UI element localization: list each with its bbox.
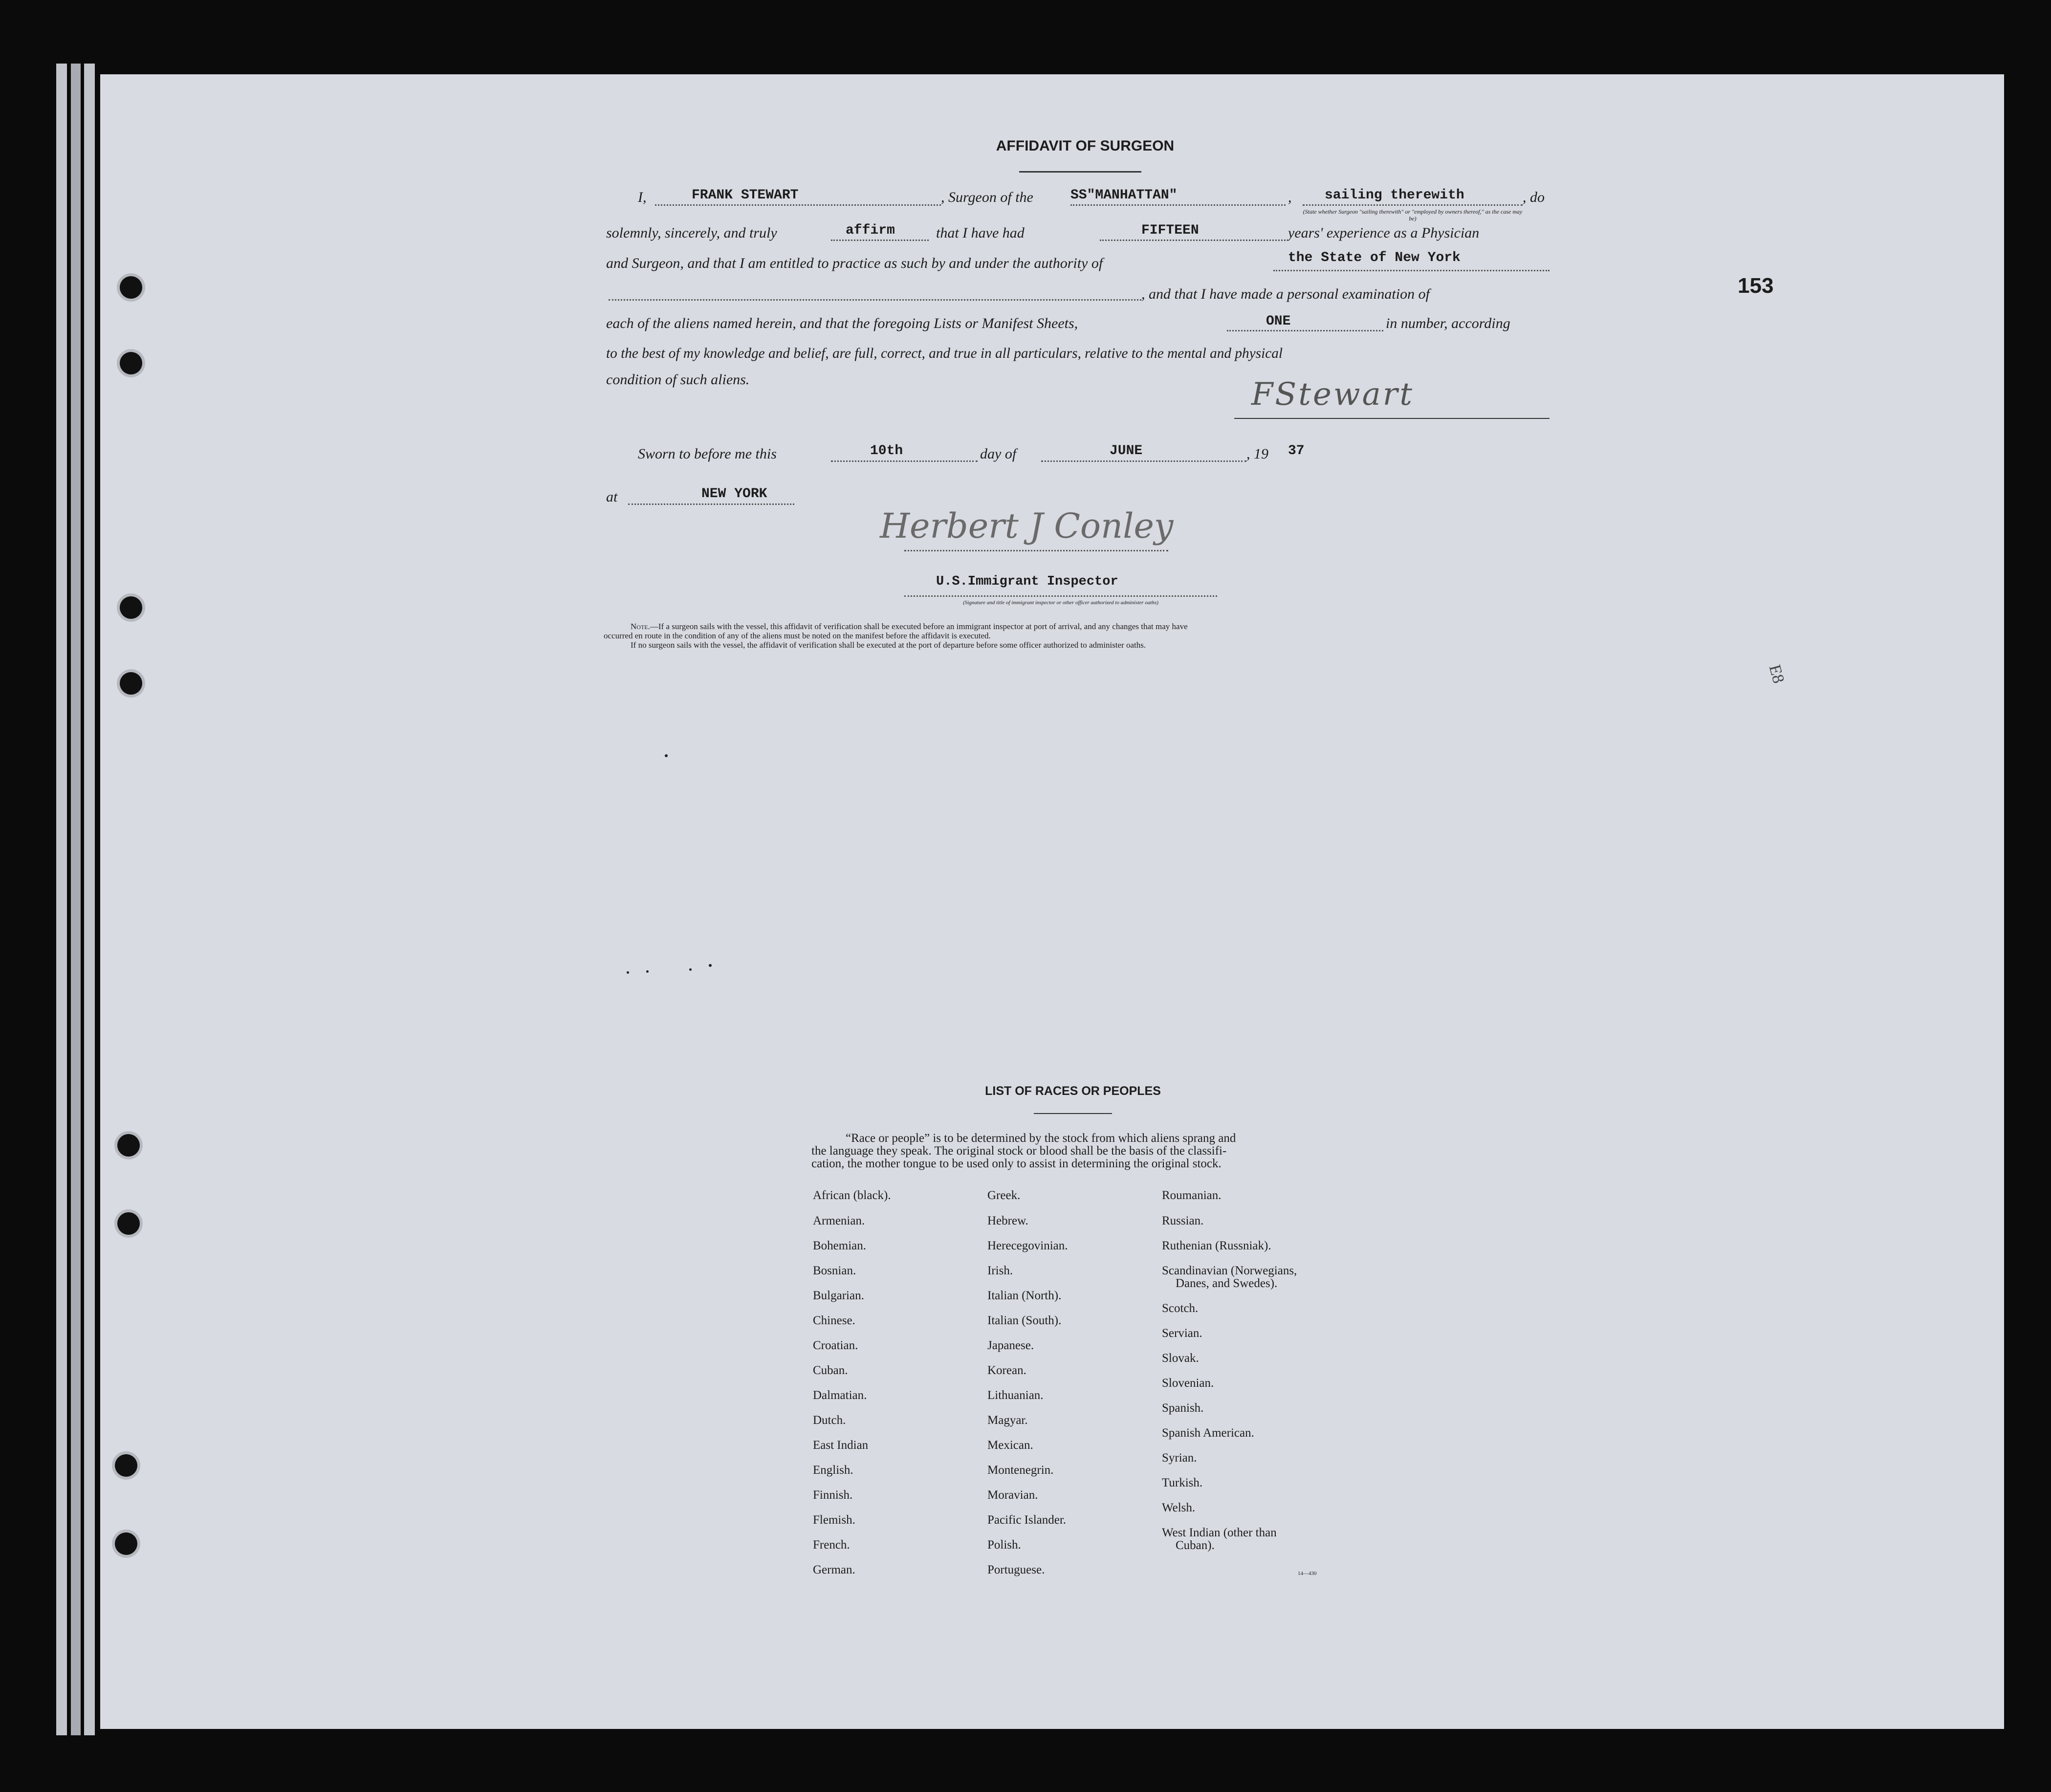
year-field: 37 [1288, 443, 1305, 459]
title-rule [1019, 171, 1141, 173]
field-line [1100, 240, 1286, 241]
text-have-had: that I have had [936, 225, 1025, 241]
punch-hole [120, 596, 142, 619]
race-item: Dalmatian. [813, 1389, 867, 1402]
punch-hole [115, 1454, 137, 1477]
race-item: Cuban. [813, 1364, 848, 1377]
speck [646, 970, 649, 973]
race-item: East Indian [813, 1439, 869, 1452]
text-comma: , [1288, 189, 1292, 205]
race-item: Italian (North). [987, 1289, 1062, 1302]
binder-edge [56, 64, 67, 1735]
race-item: Herecegovinian. [987, 1239, 1068, 1252]
text-personal-exam: , and that I have made a personal examination of [1141, 286, 1430, 302]
race-item: French. [813, 1538, 850, 1552]
sailing-note: (State whether Surgeon "sailing therewith" or "employed by owners thereof," as the case may be) [1303, 208, 1523, 222]
race-item: Slovenian. [1162, 1377, 1214, 1390]
race-item: Spanish American. [1162, 1426, 1254, 1440]
race-item: Montenegrin. [987, 1464, 1054, 1477]
race-item: Mexican. [987, 1439, 1033, 1452]
text-i: I, [638, 189, 647, 205]
punch-hole [120, 276, 142, 299]
race-item: Syrian. [1162, 1451, 1197, 1464]
affirm-field: affirm [846, 223, 895, 238]
title-caption: (Signature and title of immigrant inspector or other officer authorized to administer oaths) [963, 600, 1158, 606]
field-line [628, 503, 794, 505]
text-best-knowledge: to the best of my knowledge and belief, are full, correct, and true in all particulars, relative to the mental and physical [606, 346, 1283, 361]
vessel-field: SS"MANHATTAN" [1070, 188, 1178, 203]
race-item: Spanish. [1162, 1401, 1204, 1415]
inspector-signature: Herbert J Conley [880, 506, 1174, 546]
race-item: Welsh. [1162, 1501, 1196, 1514]
race-item: African (black). [813, 1189, 891, 1202]
race-item: Croatian. [813, 1339, 858, 1352]
text-solemnly: solemnly, sincerely, and truly [606, 225, 777, 241]
race-item: Scandinavian (Norwegians, [1162, 1264, 1297, 1277]
note-line-3: If no surgeon sails with the vessel, the affidavit of verification shall be executed at the port of departure before some officer authorized to administer oaths. [631, 640, 1146, 650]
place-field: NEW YORK [701, 486, 767, 502]
form-number: 14—430 [1298, 1571, 1317, 1576]
field-line [831, 240, 929, 241]
race-item: Moravian. [987, 1488, 1038, 1502]
race-item: Roumanian. [1162, 1189, 1222, 1202]
race-item: English. [813, 1464, 853, 1477]
race-item: Bulgarian. [813, 1289, 864, 1302]
race-item: Servian. [1162, 1327, 1202, 1340]
races-intro [811, 1132, 1236, 1170]
intro-line-2: the language they speak. The original stock or blood shall be the basis of the classifi- [811, 1144, 1227, 1158]
race-item: Finnish. [813, 1488, 853, 1502]
text-authority: and Surgeon, and that I am entitled to practice as such by and under the authority of [606, 255, 1103, 271]
affidavit-title: AFFIDAVIT OF SURGEON [996, 138, 1175, 154]
punch-hole [117, 1212, 140, 1235]
races-rule [1034, 1113, 1112, 1114]
field-line [1041, 460, 1246, 462]
race-item: Magyar. [987, 1414, 1028, 1427]
day-field: 10th [870, 443, 903, 459]
race-item: Polish. [987, 1538, 1021, 1552]
race-item: Chinese. [813, 1314, 855, 1327]
intro-line-1: “Race or people” is to be determined by the stock from which aliens sprang and [846, 1132, 1236, 1145]
text-at: at [606, 489, 618, 505]
race-item: Bosnian. [813, 1264, 856, 1277]
surgeon-signature: FStewart [1251, 376, 1415, 413]
text-surgeon-of: , Surgeon of the [941, 189, 1033, 205]
race-item: Hebrew. [987, 1214, 1028, 1227]
text-sworn: Sworn to before me this [638, 446, 777, 462]
text-aliens-named: each of the aliens named herein, and that the foregoing Lists or Manifest Sheets, [606, 315, 1078, 331]
speck [689, 968, 692, 971]
race-item: Bohemian. [813, 1239, 867, 1252]
signature-line [1234, 418, 1549, 419]
race-item: Greek. [987, 1189, 1021, 1202]
race-item: Armenian. [813, 1214, 865, 1227]
field-line [831, 460, 978, 462]
text-do: , do [1523, 189, 1545, 205]
race-item: Russian. [1162, 1214, 1204, 1227]
note-line-1: —If a surgeon sails with the vessel, this affidavit of verification shall be executed before an immigrant inspector at port of arrival, and any changes that may have [650, 622, 1188, 631]
race-item: German. [813, 1563, 855, 1576]
field-line [655, 204, 941, 206]
margin-mark: E8 [1765, 662, 1788, 685]
punch-hole [117, 1134, 140, 1157]
race-item: Korean. [987, 1364, 1026, 1377]
race-item: Italian (South). [987, 1314, 1062, 1327]
race-item: Portuguese. [987, 1563, 1045, 1576]
inspector-title: U.S.Immigrant Inspector [936, 574, 1118, 589]
field-line [904, 550, 1168, 551]
authority-field: the State of New York [1288, 250, 1461, 265]
text-nineteen: , 19 [1246, 446, 1268, 462]
race-item: Dutch. [813, 1414, 846, 1427]
punch-hole [120, 672, 142, 695]
note-block [604, 622, 1547, 650]
race-item: Irish. [987, 1264, 1013, 1277]
field-line [1273, 270, 1549, 271]
text-condition: condition of such aliens. [606, 372, 750, 388]
field-line [1227, 330, 1383, 331]
punch-hole [115, 1532, 137, 1555]
surgeon-name-field: FRANK STEWART [692, 188, 799, 203]
page-number: 153 [1738, 274, 1774, 298]
race-item: Ruthenian (Russniak). [1162, 1239, 1271, 1252]
note-line-2: occurred en route in the condition of any of the aliens must be noted on the manifest before the affidavit is executed. [604, 631, 991, 640]
binder-edge [71, 64, 81, 1735]
years-field: FIFTEEN [1141, 223, 1199, 238]
intro-line-3: cation, the mother tongue to be used only to assist in determining the original stock. [811, 1157, 1222, 1170]
race-item: Flemish. [813, 1513, 855, 1527]
speck [665, 754, 668, 757]
text-day-of: day of [980, 446, 1017, 462]
note-label: Note. [631, 622, 650, 631]
race-item: Pacific Islander. [987, 1513, 1067, 1527]
field-line [609, 299, 1141, 301]
races-title: LIST OF RACES OR PEOPLES [985, 1084, 1161, 1098]
sheets-field: ONE [1266, 314, 1291, 329]
race-item: Cuban). [1176, 1539, 1215, 1552]
race-item: Lithuanian. [987, 1389, 1044, 1402]
race-item: Turkish. [1162, 1476, 1203, 1489]
text-in-number: in number, according [1386, 315, 1510, 331]
month-field: JUNE [1110, 443, 1143, 459]
race-item: Japanese. [987, 1339, 1034, 1352]
race-item: Danes, and Swedes). [1176, 1277, 1278, 1290]
field-line [904, 595, 1217, 597]
binder-edge [84, 64, 95, 1735]
field-line [1303, 204, 1523, 206]
speck [709, 964, 712, 967]
speck [627, 971, 629, 974]
race-item: Scotch. [1162, 1302, 1199, 1315]
race-item: Slovak. [1162, 1352, 1199, 1365]
sailing-field: sailing therewith [1325, 188, 1464, 203]
field-line [1070, 204, 1286, 206]
text-years-experience: years' experience as a Physician [1288, 225, 1480, 241]
race-item: West Indian (other than [1162, 1526, 1277, 1539]
punch-hole [120, 352, 142, 374]
